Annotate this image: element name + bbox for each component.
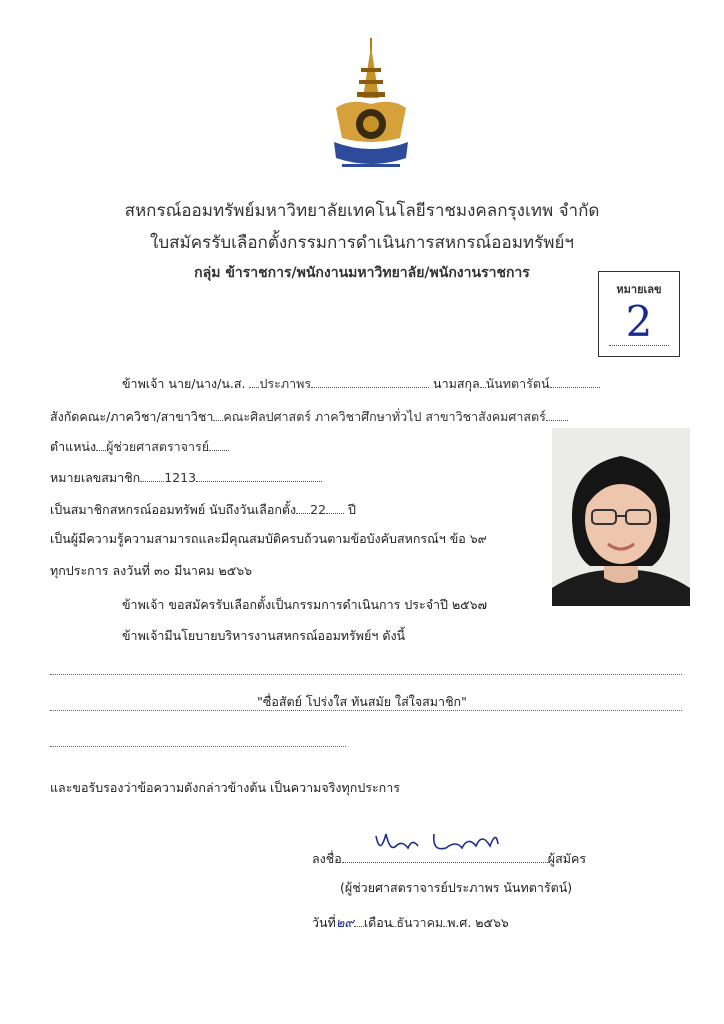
policy-intro-line: ข้าพเจ้ามีนโยบายบริหารงานสหกรณ์ออมทรัพย์ฯ ดังนี้ [122, 628, 406, 643]
position-label: ตำแหน่ง [50, 439, 97, 454]
member-no-row [50, 467, 322, 486]
declaration-date-line: ทุกประการ ลงวันที่ ๓๐ มีนาคม ๒๕๖๖ [50, 563, 253, 578]
policy-statement: "ซื่อสัตย์ โปร่งใส ทันสมัย ใส่ใจสมาชิก" [257, 694, 467, 709]
number-box [598, 271, 680, 357]
handwritten-signature [372, 826, 512, 864]
affiliation: คณะศิลปศาสตร์ ภาควิชาศึกษาทั่วไป สาขาวิชาสังคมศาสตร์ [223, 409, 546, 424]
application-line: ข้าพเจ้า ขอสมัครรับเลือกตั้งเป็นกรรมการดำเนินการ ประจำปี ๒๕๖๗ [122, 597, 487, 612]
surname-label: นามสกุล [433, 376, 480, 391]
printed-name: (ผู้ช่วยศาสตราจารย์ประภาพร นันทตารัตน์) [340, 880, 573, 895]
member-no: 1213 [164, 470, 197, 485]
first-name: ประภาพร [259, 376, 312, 391]
applicant-label: ผู้สมัคร [547, 851, 587, 866]
sign-label: ลงชื่อ [312, 851, 342, 866]
name-prefix: ข้าพเจ้า นาย/นาง/น.ส. [122, 376, 246, 391]
affiliation-row [50, 406, 568, 425]
signature-date-row [312, 912, 509, 932]
organization-name: สหกรณ์ออมทรัพย์มหาวิทยาลัยเทคโนโลยีราชมงคลกรุงเทพ จำกัด [124, 201, 600, 221]
affiliation-label: สังกัดคณะ/ภาควิชา/สาขาวิชา [50, 409, 214, 424]
surname: นันทตารัตน์ [485, 376, 550, 391]
month-label: เดือน [363, 915, 393, 930]
certification-line: และขอรับรองว่าข้อความดังกล่าวข้างต้น เป็นความจริงทุกประการ [50, 780, 400, 795]
number-box-label: หมายเลข [616, 283, 662, 296]
member-years-unit: ปี [348, 502, 356, 517]
name-row [122, 373, 600, 392]
signature-year: ๒๕๖๖ [475, 915, 509, 930]
day-label: วันที่ [312, 915, 336, 930]
position-row [50, 436, 229, 455]
position: ผู้ช่วยศาสตราจารย์ [106, 439, 210, 454]
policy-line-2 [50, 710, 682, 711]
policy-line-1 [50, 674, 682, 675]
form-title: ใบสมัครรับเลือกตั้งกรรมการดำเนินการสหกรณ์ออมทรัพย์ฯ [150, 233, 574, 253]
qualification-line: เป็นผู้มีความรู้ความสามารถและมีคุณสมบัติครบถ้วนตามข้อบังคับสหกรณ์ฯ ข้อ ๖๙ [50, 531, 487, 546]
member-years-label: เป็นสมาชิกสหกรณ์ออมทรัพย์ นับถึงวันเลือกตั้ง [50, 502, 297, 517]
member-years-row [50, 499, 356, 518]
member-no-label: หมายเลขสมาชิก [50, 470, 141, 485]
policy-line-3 [50, 746, 346, 747]
year-label: พ.ศ. [447, 915, 472, 930]
candidate-group: กลุ่ม ข้าราชการ/พนักงานมหาวิทยาลัย/พนักงานราชการ [194, 265, 530, 281]
signature-month: ธันวาคม [396, 915, 444, 930]
signature-day: ๒๙ [335, 916, 354, 931]
university-emblem [330, 38, 412, 178]
applicant-photo [552, 428, 690, 606]
member-years: 22 [310, 502, 327, 517]
number-box-value: 2 [625, 297, 653, 346]
